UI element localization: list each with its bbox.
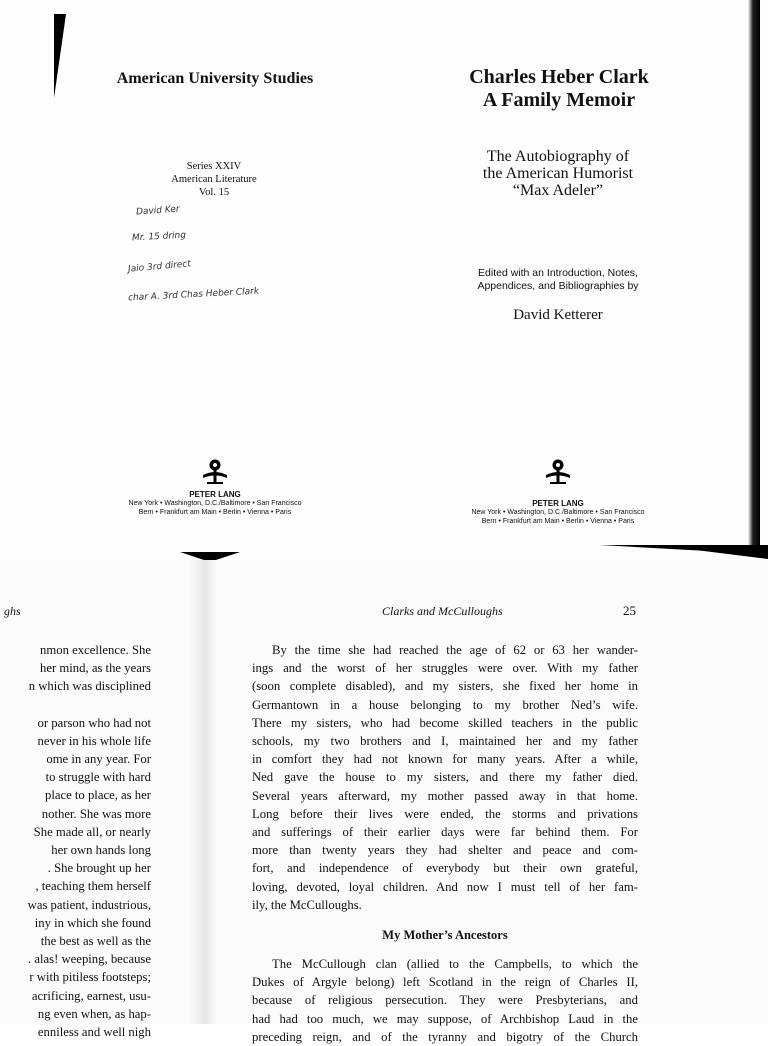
binding-shadow-top-left [54,14,66,98]
book-title-line: Charles Heber Clark [469,66,649,88]
editor-note-line: Appendices, and Bibliographies by [477,280,639,292]
text-line: . alas! weeping, because [28,952,151,967]
text-line: Long before their lives were ended, the storms and privations [252,806,638,821]
text-line: fort, and independence of everybody but their own grateful, [252,861,638,876]
text-line: The McCullough clan (allied to the Campbells, to which the [272,957,638,972]
text-line: preceding reign, and of the tyranny and bigotry of the Church [252,1029,638,1044]
handwritten-line: Jaio 3rd direct [127,259,192,275]
text-line: loving, devoted, loyal children. And now I must tell of her fam- [252,879,638,894]
publisher-cities: New York • Washington, D.C./Baltimore • San Francisco [471,509,645,516]
text-line: in comfort they had not known for many years. After a while, [252,752,638,767]
binding-shadow-top-right [748,0,760,545]
memoir-page-scan [0,560,768,1044]
text-line: , teaching them herself [35,879,151,894]
handwritten-line: David Ker [135,204,180,218]
subtitle-line: the American Humorist [482,165,634,182]
text-line: She made all, or nearly [33,824,151,839]
editor-note [450,267,666,293]
book-subtitle [440,148,676,199]
subtitle-line: The Autobiography of [486,148,630,165]
text-line: There my sisters, who had become skilled teachers in the public [252,715,638,730]
editor-name: David Ketterer [513,307,603,323]
left-page-running-head: ghs [4,604,21,618]
text-line: had had too much, we may suppose, of Archbishop Laud in the [252,1011,638,1026]
gutter-shadow [190,560,216,1024]
series-block [140,160,288,199]
series-subject: American Literature [171,174,257,185]
text-line: Dukes of Argyle belong) left Scotland in the reign of Charles II, [252,975,638,990]
text-line: By the time she had reached the age of 62 or 63 her wander- [272,643,638,657]
series-number: Series XXIV [186,161,242,172]
publisher-logo-icon [543,457,573,487]
publisher-imprint-left [90,490,340,517]
scan-edge-shadow-right [600,545,768,559]
running-head: Clarks and McCulloughs [382,604,503,618]
text-line: Several years afterward, my mother passed away in that home. [252,788,638,803]
text-line: iny in which she found [34,915,151,930]
text-line: ome in any year. For [46,752,151,767]
text-line: the best as well as the [40,934,151,949]
editor-note-line: Edited with an Introduction, Notes, [478,267,638,279]
text-line: . She brought up her [47,861,151,876]
publisher-name: PETER LANG [189,490,241,499]
text-line: Ned gave the house to my sisters, and there my father died. [252,770,638,785]
left-page-column [0,641,151,1041]
text-line: acrificing, earnest, usu- [31,988,151,1003]
text-line: nmon excellence. She [40,643,151,657]
handwritten-annotation [128,196,368,316]
text-line: ng even when, as hap- [37,1006,151,1021]
text-line: to struggle with hard [45,770,151,785]
text-line: and sufferings of their earlier days were far behind them. For [252,825,638,840]
page-number: 25 [623,603,636,618]
publisher-cities: Bern • Frankfurt am Main • Berlin • Vienna • Paris [138,509,292,516]
text-line: never in his whole life [37,733,151,748]
text-line: n which was disciplined [28,679,151,694]
book-title-line: A Family Memoir [482,89,636,111]
memoir-text-column [252,641,638,1046]
subtitle-line: “Max Adeler” [512,182,604,199]
volume-number: Vol. 15 [198,187,230,198]
text-line: enniless and well nigh [37,1025,151,1040]
text-line: nother. She was more [41,806,151,821]
handwritten-line: char A. 3rd Chas Heber Clark [127,286,260,304]
text-line: her own hands long [51,843,151,858]
publisher-logo-icon [200,457,230,487]
text-line [0,696,151,714]
text-line: ings and the worst of her struggles were over. With my father [252,661,638,676]
text-line: was patient, industrious, [27,897,151,912]
publisher-cities: Bern • Frankfurt am Main • Berlin • Vienna • Paris [481,518,635,525]
text-line: Germantown in a house belonging to my brother Ned’s wife. [252,697,638,712]
text-line: more than twenty years they had shelter and peace and com- [252,843,638,858]
text-line: (soon complete disabled), and my sisters, she fixed her home in [252,679,638,694]
publisher-cities: New York • Washington, D.C./Baltimore • San Francisco [128,500,302,507]
handwritten-line: Mr. 15 dring [131,230,187,244]
text-line: r with pitiless footsteps; [29,970,151,985]
section-heading: My Mother’s Ancestors [382,928,508,943]
text-line: or parson who had not [37,715,151,730]
text-line: place to place, as her [44,788,151,803]
book-title [430,66,688,112]
text-line: because of religious persecution. They were Presbyterians, and [252,993,638,1008]
publisher-imprint-right [433,499,683,526]
text-line: ily, the McCulloughs. [252,897,362,912]
series-title: American University Studies [116,70,314,87]
text-line: schools, my two brothers and I, maintained her and my father [252,734,638,749]
publisher-name: PETER LANG [532,499,584,508]
text-line: her mind, as the years [40,661,151,676]
